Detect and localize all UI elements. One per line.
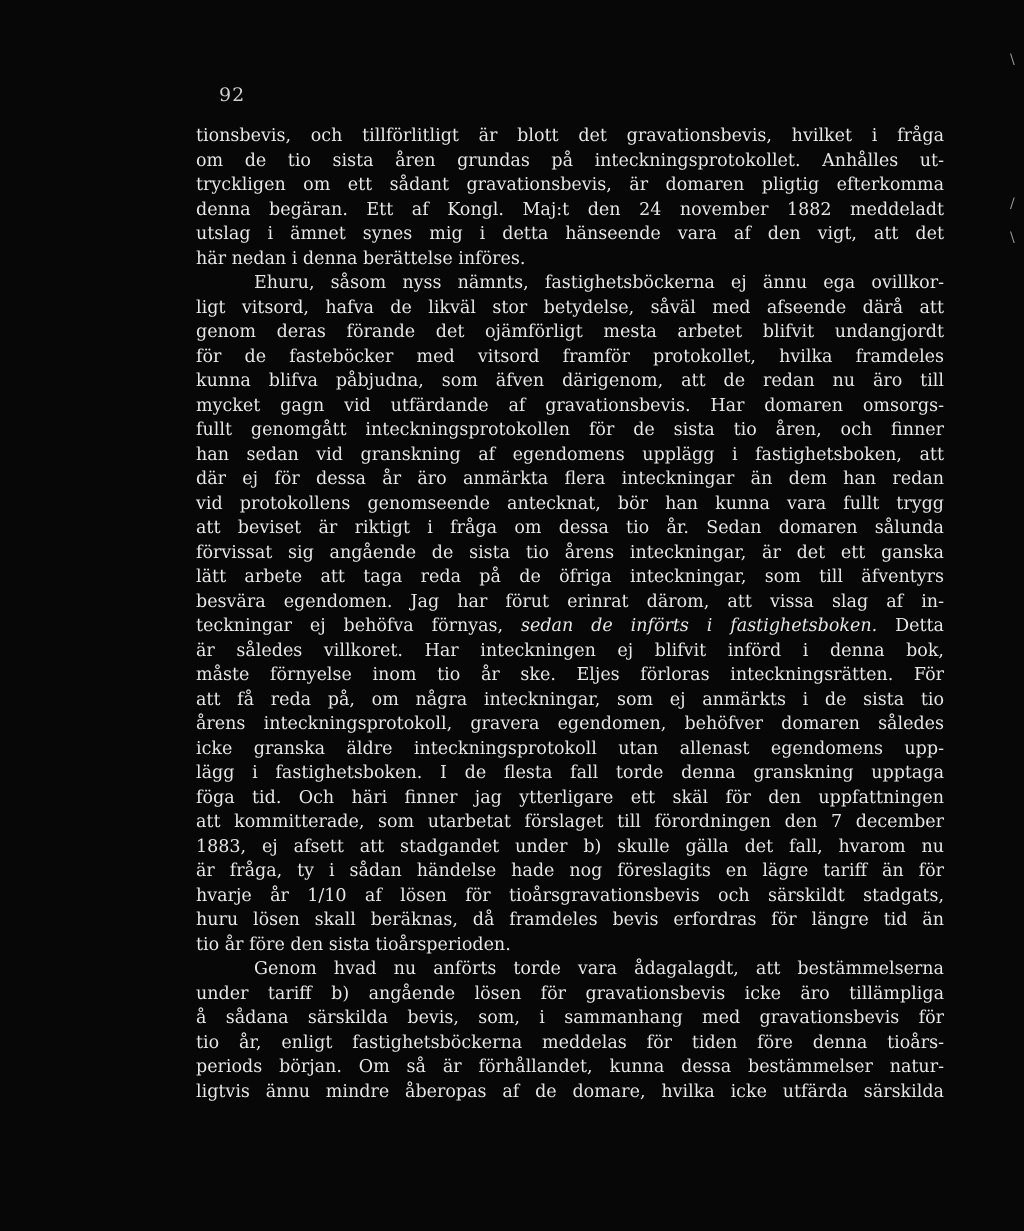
- text-line: å sådana särskilda bevis, som, i sammanhang med gravationsbevis för: [196, 1008, 944, 1028]
- italic-phrase: sedan de införts i fastighetsboken.: [521, 616, 878, 636]
- text-line: utslag i ämnet synes mig i detta hänseende vara af den vigt, att det: [196, 224, 944, 244]
- text-line: ligtvis ännu mindre åberopas af de domare, hvilka icke utfärda särskilda: [196, 1081, 944, 1102]
- text-line: måste förnyelse inom tio år ske. Eljes förloras inteckningsrätten. För: [196, 665, 944, 685]
- margin-mark: \: [1010, 230, 1015, 246]
- text-line: vid protokollens genomseende antecknat, bör han kunna vara fullt trygg: [196, 493, 944, 514]
- text-line: tio år före den sista tioårsperioden.: [196, 934, 511, 955]
- text-line: mycket gagn vid utfärdande af gravationsbevis. Har domaren omsorgs-: [196, 395, 944, 416]
- text-line: tio år, enligt fastighetsböckerna meddelas för tiden före denna tioårs-: [196, 1032, 944, 1053]
- text-line: lägg i fastighetsboken. I de flesta fall torde denna granskning upptaga: [196, 763, 944, 783]
- margin-mark: /: [1010, 196, 1015, 212]
- text-line: genom deras förande det ojämförligt mesta arbetet blifvit undangjordt: [196, 322, 944, 342]
- text-line: tionsbevis, och tillförlitligt är blott det gravationsbevis, hvilket i fråga: [196, 126, 944, 146]
- text-line: han sedan vid granskning af egendomens upplägg i fastighetsboken, att: [196, 444, 944, 465]
- page-number: 92: [219, 84, 246, 106]
- text-line: huru lösen skall beräknas, då framdeles bevis erfordras för längre tid än: [196, 910, 944, 930]
- body-text: [196, 124, 944, 1104]
- line-tail: af lösen för tioårsgravationsbevis och särskildt stadgats,: [346, 885, 945, 906]
- text-line: ligt vitsord, hafva de likväl stor betydelse, såväl med afseende därå att: [196, 297, 944, 318]
- text-line: Ehuru, såsom nyss nämnts, fastighetsböckerna ej ännu ega ovillkor-: [254, 273, 944, 293]
- text-line: besvära egendomen. Jag har förut erinrat därom, att vissa slag af in-: [196, 591, 944, 612]
- text-line: årens inteckningsprotokoll, gravera egendomen, behöfver domaren således: [196, 714, 944, 734]
- text-line: under tariff b) angående lösen för gravationsbevis icke äro tillämpliga: [196, 983, 944, 1004]
- fraction: 1/10: [307, 885, 347, 906]
- text-line: tryckligen om ett sådant gravationsbevis, är domaren pligtig efterkomma: [196, 175, 944, 195]
- text-line: är således villkoret. Har inteckningen ej blifvit införd i denna bok,: [196, 640, 944, 661]
- paragraph: [196, 124, 944, 271]
- text-line: kunna blifva påbjudna, som äfven därigenom, att de redan nu äro till: [196, 371, 944, 391]
- text-line: att beviset är riktigt i fråga om dessa tio år. Sedan domaren sålunda: [196, 518, 944, 538]
- text-line: periods början. Om så är förhållandet, kunna dessa bestämmelser natur-: [196, 1057, 944, 1077]
- text-line: fullt genomgått inteckningsprotokollen för de sista tio åren, och finner: [196, 420, 944, 440]
- text-line: Genom hvad nu anförts torde vara ådagalagdt, att bestämmelserna: [254, 959, 944, 979]
- text-line: är fråga, ty i sådan händelse hade nog föreslagits en lägre tariff än för: [196, 861, 944, 881]
- text-line: här nedan i denna berättelse införes.: [196, 248, 526, 269]
- line-tail: Detta: [877, 616, 944, 636]
- text-line: om de tio sista åren grundas på inteckningsprotokollet. Anhålles ut-: [196, 150, 944, 171]
- text-line: lätt arbete att taga reda på de öfriga inteckningar, som till äfventyrs: [196, 567, 944, 587]
- line-start: hvarje år: [196, 885, 308, 906]
- text-line: denna begäran. Ett af Kongl. Maj:t den 24 november 1882 meddeladt: [196, 199, 944, 220]
- text-line: där ej för dessa år äro anmärkta flera inteckningar än dem han redan: [196, 469, 944, 489]
- line-start: teckningar ej behöfva förnyas,: [196, 616, 522, 636]
- text-line: icke granska äldre inteckningsprotokoll utan allenast egendomens upp-: [196, 738, 944, 759]
- text-line: att kommitterade, som utarbetat förslaget till förordningen den 7 december: [196, 812, 944, 832]
- paragraph: [196, 957, 944, 1104]
- text-line: [196, 614, 944, 639]
- text-line: förvissat sig angående de sista tio årens inteckningar, är det ett ganska: [196, 542, 944, 563]
- text-line: föga tid. Och häri finner jag ytterligare ett skäl för den uppfattningen: [196, 787, 944, 808]
- text-line: att få reda på, om några inteckningar, som ej anmärkts i de sista tio: [196, 689, 944, 710]
- margin-mark: \: [1010, 52, 1015, 68]
- text-line: för de fasteböcker med vitsord framför protokollet, hvilka framdeles: [196, 346, 944, 367]
- paragraph: [196, 271, 944, 957]
- text-line: 1883, ej afsett att stadgandet under b) skulle gälla det fall, hvarom nu: [196, 836, 944, 857]
- text-line: [196, 884, 944, 909]
